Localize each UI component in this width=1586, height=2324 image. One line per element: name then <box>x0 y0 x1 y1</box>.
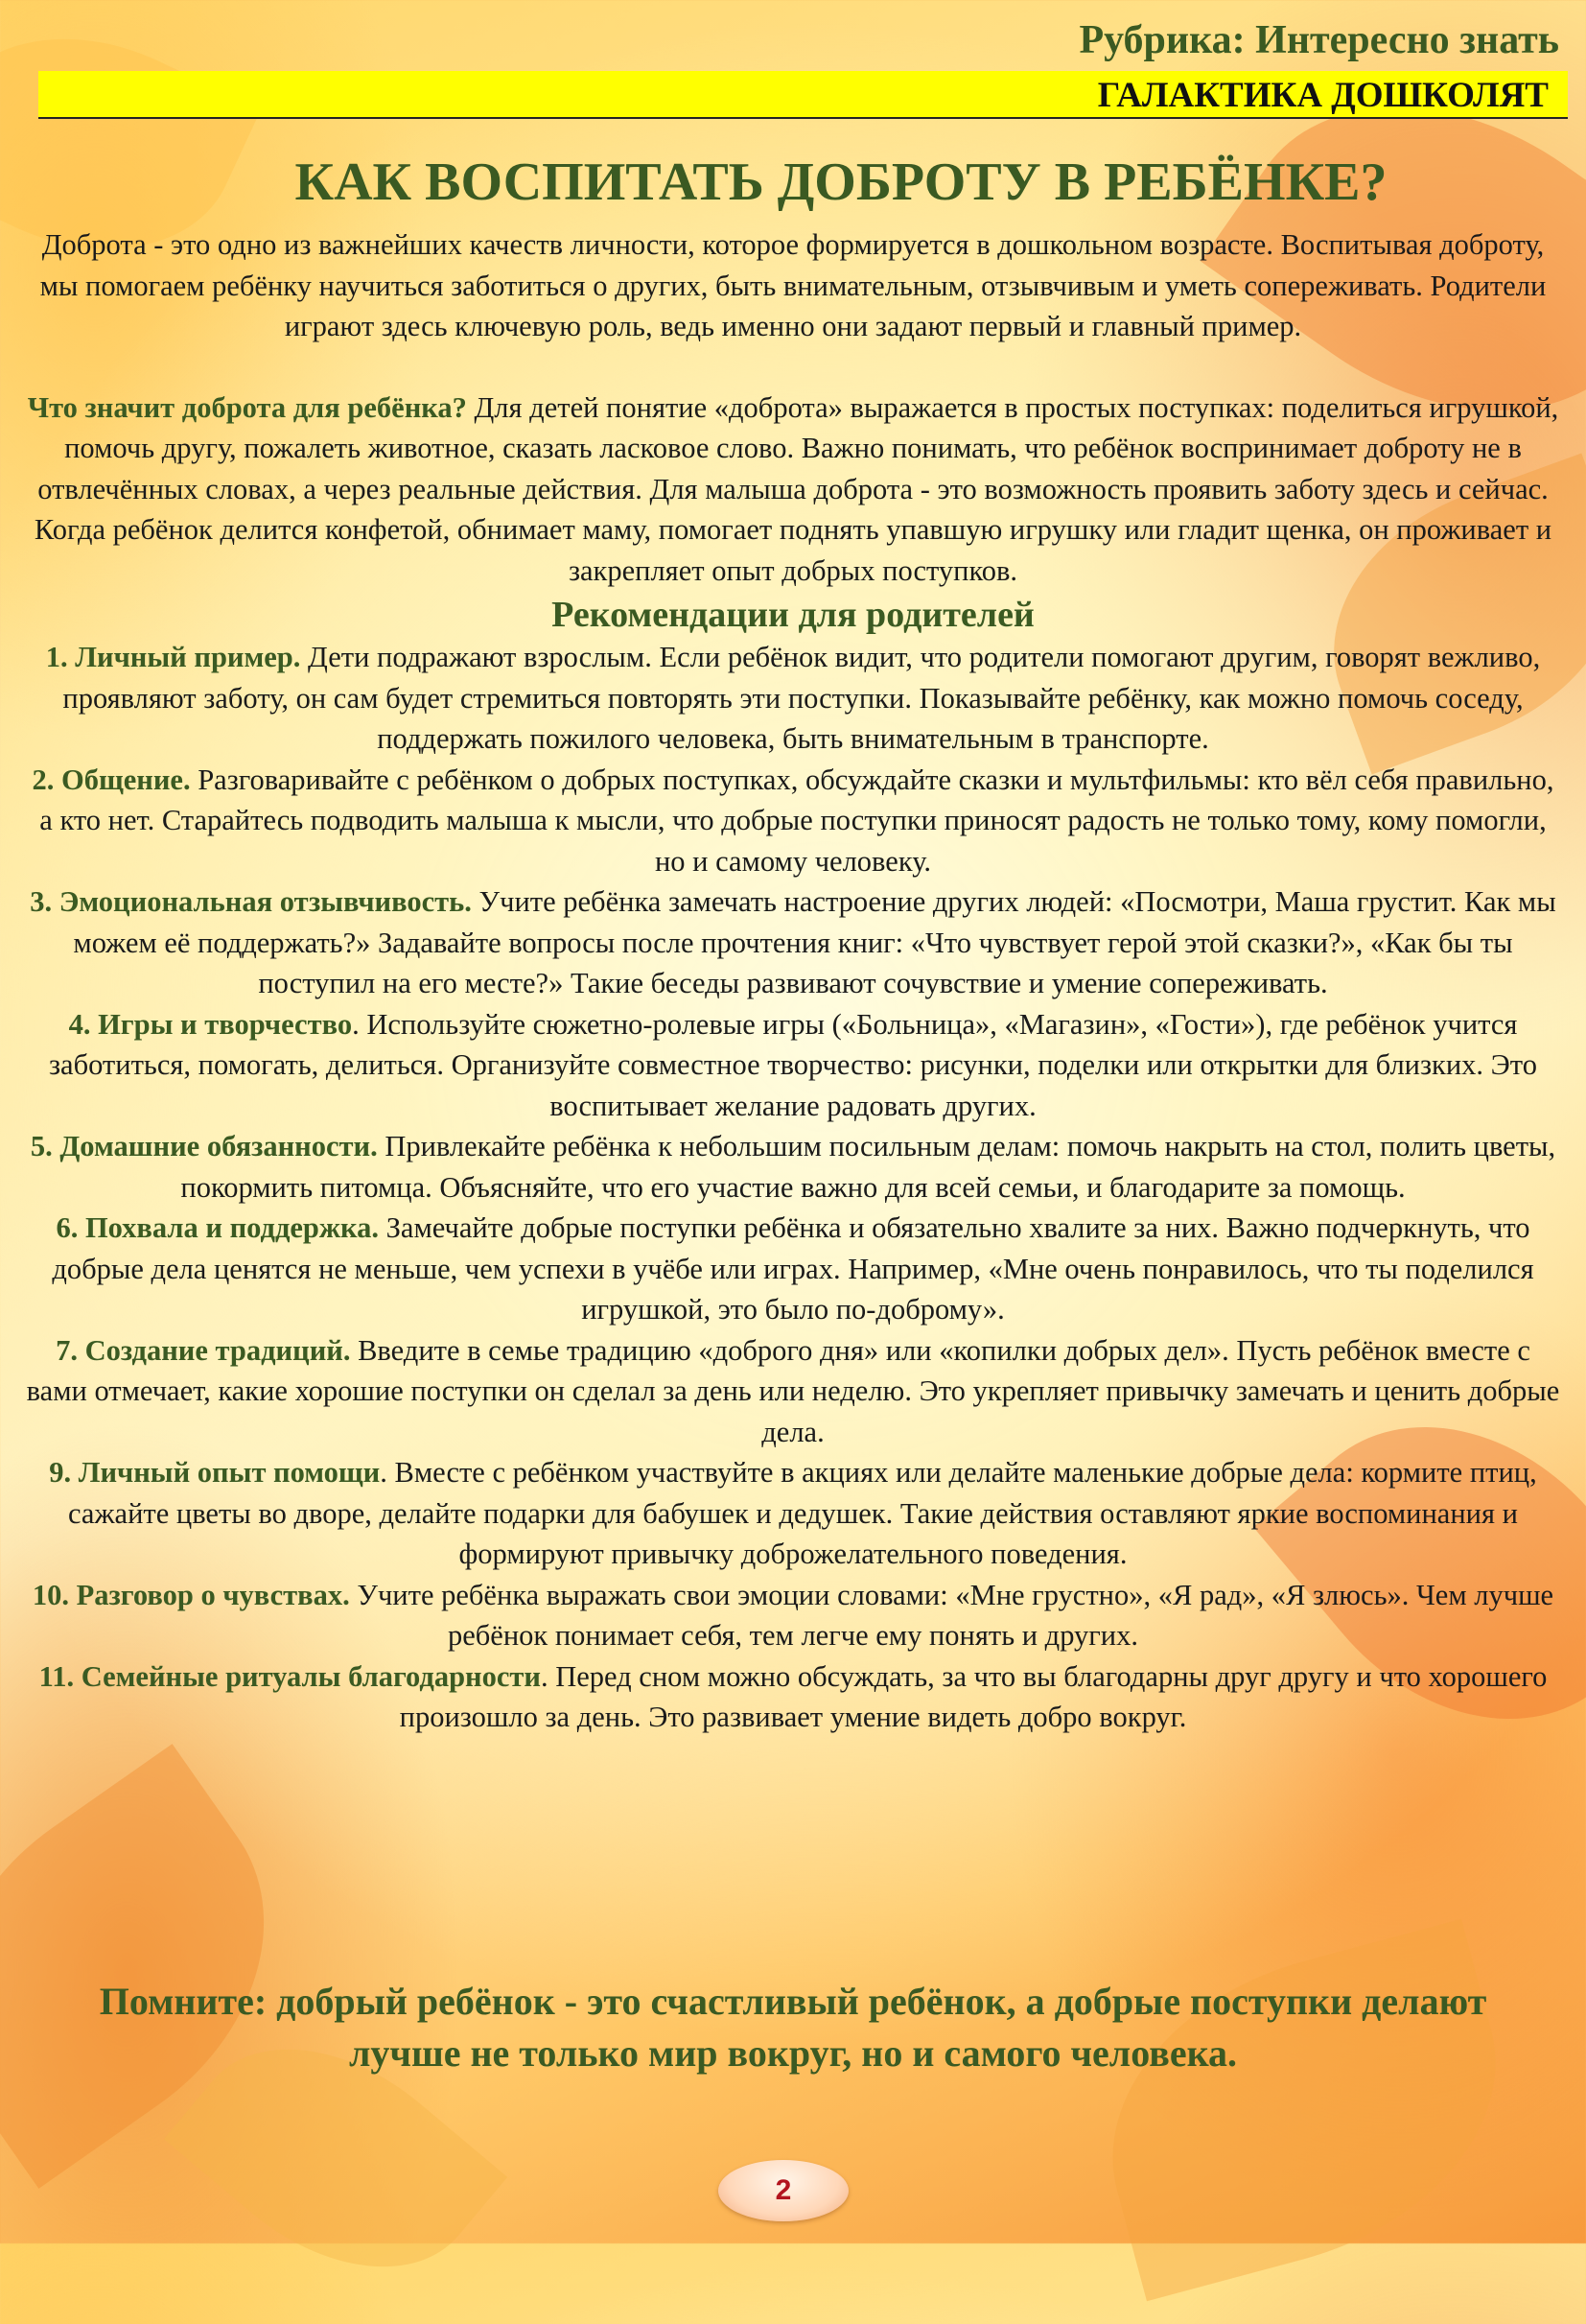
recommendation-text: . Вместе с ребёнком участвуйте в акциях или делайте маленькие добрые дела: кормите птиц, сажайте цветы во дворе, делайте подарки для бабушек и дедушек. Такие действия оставляют яркие воспоминания и формируют привычку доброжелательного поведения. <box>68 1456 1537 1570</box>
header-bar <box>38 71 1568 119</box>
rubric-title: Рубрика: Интересно знать <box>1079 18 1559 62</box>
recommendation-item <box>25 1126 1561 1208</box>
recommendation-lead: 3. Эмоциональная отзывчивость. <box>30 885 472 918</box>
leaf-decoration <box>0 1744 338 2189</box>
recommendation-text: Разговаривайте с ребёнком о добрых поступках, обсуждайте сказки и мультфильмы: кто вёл себя правильно, а кто нет. Старайтесь подводить малыша к мысли, что добрые поступки приносят радость не только тому, кому помогли, но и самому человеку. <box>39 763 1554 878</box>
recommendation-text: . Используйте сюжетно-ролевые игры («Больница», «Магазин», «Гости»), где ребёнок учится заботиться, помогать, делиться. Организуйте совместное творчество: рисунки, поделки или открытки для близких. Это воспитывает желание радовать других. <box>48 1007 1537 1122</box>
recommendation-lead: 9. Личный опыт помощи <box>49 1456 381 1489</box>
recommendation-text: Привлекайте ребёнка к небольшим посильным делам: помочь накрыть на стол, полить цветы, покормить питомца. Объясняйте, что его участие важно для всей семьи, и благодарите за помощь. <box>180 1130 1556 1204</box>
recommendations-heading: Рекомендации для родителей <box>551 595 1035 635</box>
intro-paragraph: Доброта - это одно из важнейших качеств личности, которое формируется в дошкольном возрасте. Воспитывая доброту, мы помогаем ребёнку научиться заботиться о других, быть внимательным, отзывчивым и уметь сопереживать. Родители играют здесь ключевую роль, ведь именно они задают первый и главный пример. <box>39 228 1547 342</box>
recommendation-item <box>25 760 1561 882</box>
recommendation-item <box>25 881 1561 1004</box>
recommendation-lead: 6. Похвала и поддержка. <box>56 1211 379 1244</box>
recommendation-text: Учите ребёнка выражать свои эмоции словами: «Мне грустно», «Я рад», «Я злюсь». Чем лучше ребёнок понимает себя, тем легче ему понять и других. <box>349 1578 1554 1652</box>
recommendation-item <box>25 1004 1561 1127</box>
recommendation-lead: 2. Общение. <box>32 763 191 796</box>
recommendation-lead: 7. Создание традиций. <box>56 1333 351 1367</box>
recommendation-lead: 4. Игры и творчество <box>68 1007 353 1041</box>
recommendation-text: . Перед сном можно обсуждать, за что вы благодарны друг другу и что хорошего произошло за день. Это развивает умение видеть добро вокруг. <box>399 1659 1548 1733</box>
recommendation-lead: 5. Домашние обязанности. <box>30 1130 378 1162</box>
recommendation-text: Введите в семье традицию «доброго дня» или «копилки добрых дел». Пусть ребёнок вместе с вами отмечает, какие хорошие поступки он сделал за день или неделю. Это укрепляет привычку замечать и ценить добрые дела. <box>26 1333 1560 1448</box>
recommendation-lead: 11. Семейные ритуалы благодарности <box>38 1659 541 1693</box>
recommendation-item <box>25 1330 1561 1453</box>
article-body <box>25 224 1561 1738</box>
recommendation-text: Замечайте добрые поступки ребёнка и обязательно хвалите за них. Важно подчеркнуть, что добрые дела ценятся не меньше, чем успехи в учёбе или играх. Например, «Мне очень понравилось, что ты поделился игрушкой, это было по-доброму». <box>52 1211 1534 1326</box>
publication-name: ГАЛАКТИКА ДОШКОЛЯТ <box>1097 76 1549 115</box>
recommendation-item <box>25 1208 1561 1330</box>
recommendation-text: Учите ребёнка замечать настроение других людей: «Посмотри, Маша грустит. Как мы можем её поддержать?» Задавайте вопросы после прочтения книг: «Что чувствует герой этой сказки?», «Как бы ты поступил на его месте?» Такие беседы развивают сочувствие и умение сопереживать. <box>73 885 1556 999</box>
meaning-paragraph <box>25 387 1561 592</box>
closing-message: Помните: добрый ребёнок - это счастливый ребёнок, а добрые поступки делают лучше не только мир вокруг, но и самого человека. <box>99 1980 1487 2075</box>
recommendation-item <box>25 1452 1561 1575</box>
paragraph-text: Для детей понятие «доброта» выражается в простых поступках: поделиться игрушкой, помочь другу, пожалеть животное, сказать ласковое слово. Важно понимать, что ребёнок воспринимает доброту не в отвлечённых словах, а через реальные действия. Для малыша доброта - это возможность проявить заботу здесь и сейчас. Когда ребёнок делится конфетой, обнимает маму, помогает поднять упавшую игрушку или гладит щенка, он проживает и закрепляет опыт добрых поступков. <box>34 390 1559 587</box>
article-title: КАК ВОСПИТАТЬ ДОБРОТУ В РЕБЁНКЕ? <box>294 153 1388 212</box>
recommendation-item <box>25 1575 1561 1656</box>
recommendation-lead: 1. Личный пример. <box>45 641 301 673</box>
page-number-badge: 2 <box>718 2160 849 2221</box>
recommendation-text: Дети подражают взрослым. Если ребёнок видит, что родители помогают другим, говорят вежливо, проявляют заботу, он сам будет стремиться повторять эти поступки. Показывайте ребёнку, как можно помочь соседу, поддержать пожилого человека, быть внимательным в транспорте. <box>62 641 1541 755</box>
paragraph-lead: Что значит доброта для ребёнка? <box>27 390 467 424</box>
recommendation-lead: 10. Разговор о чувствах. <box>32 1578 350 1611</box>
recommendation-item <box>25 637 1561 760</box>
recommendation-item <box>25 1656 1561 1738</box>
